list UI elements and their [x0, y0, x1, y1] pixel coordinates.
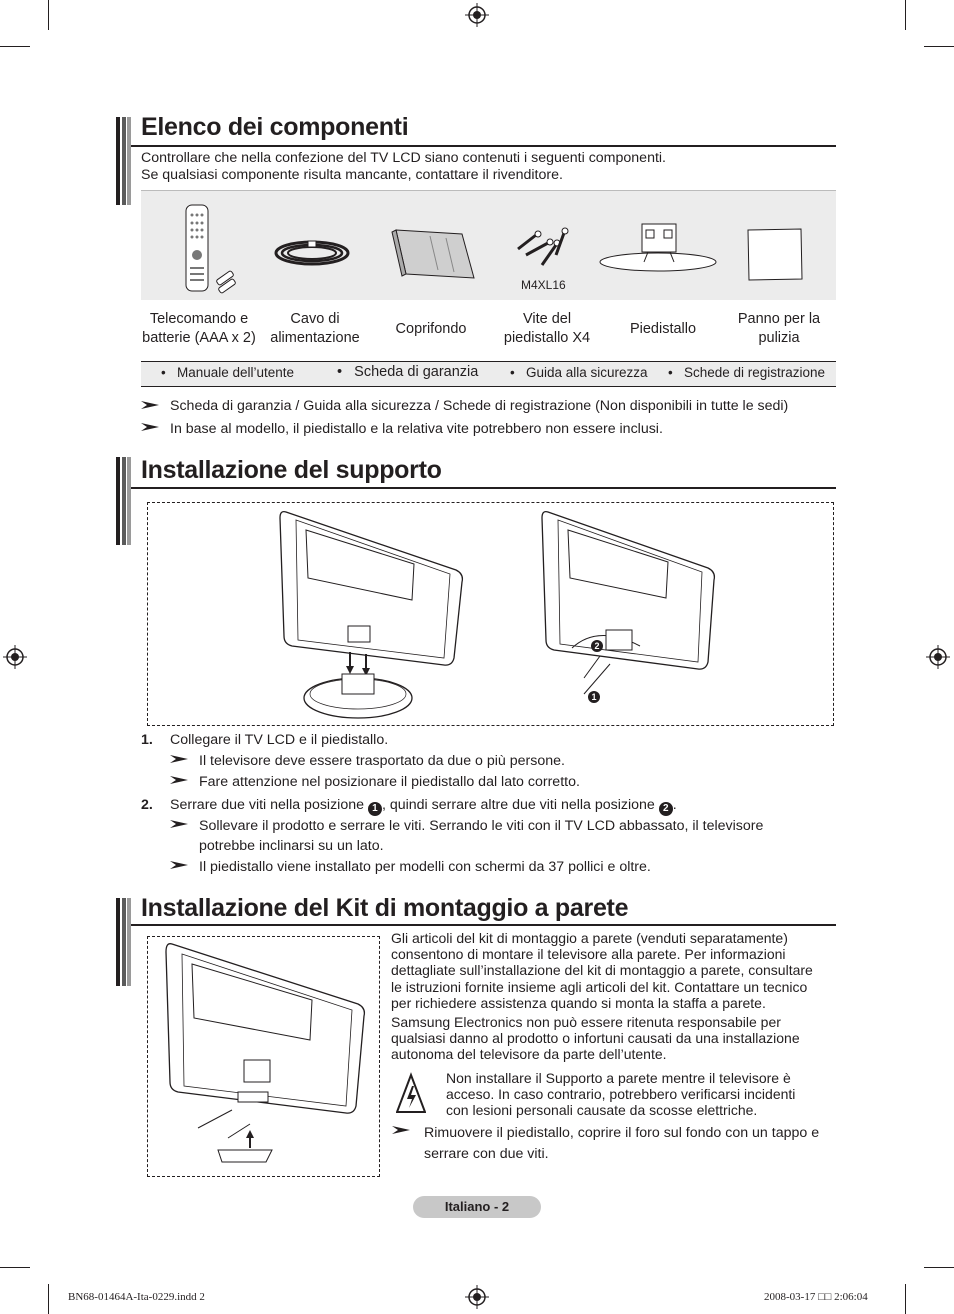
section-title-components: Elenco dei componenti: [141, 113, 409, 141]
components-image-band: [141, 190, 836, 300]
tv-stand-screws-illustration: [540, 508, 720, 708]
note-text: Il piedistallo viene installato per modelli con schermi da 37 pollici e oltre.: [199, 859, 651, 875]
paragraph-line: Samsung Electronics non può essere ritenuta responsabile per: [391, 1014, 781, 1030]
component-label: Vite del piedistallo X4: [503, 311, 591, 346]
note-arrow-icon: [141, 399, 161, 411]
component-label: Coprifondo: [395, 320, 467, 337]
position-marker: 1: [368, 802, 382, 816]
crop-mark: [0, 1267, 30, 1268]
registration-mark-icon: [3, 645, 27, 669]
page-number-badge: Italiano - 2: [413, 1196, 541, 1218]
cleaning-cloth-icon: [745, 227, 805, 283]
section-rule: [131, 487, 836, 489]
intro-text: Controllare che nella confezione del TV LCD siano contenuti i seguenti componenti.: [141, 150, 666, 166]
list-item: • Schede di registrazione: [668, 365, 826, 380]
component-label: Cavo di alimentazione: [270, 311, 360, 346]
paragraph-line: consentono di montare il televisore alla parete. Per informazioni: [391, 946, 786, 963]
paragraph-line: dettagliate sull’installazione del kit di montaggio a parete, consultare: [391, 962, 813, 979]
paragraph-line: per richiedere assistenza quando si monta la staffa a parete.: [391, 994, 766, 1011]
section-rule: [131, 924, 836, 926]
note-text: potrebbe inclinarsi su un lato.: [199, 838, 384, 854]
intro-text: Se qualsiasi componente risulta mancante, contattare il rivenditore.: [141, 167, 563, 183]
note-arrow-icon: [170, 774, 190, 786]
component-label: Telecomando e batterie (AAA x 2): [142, 311, 256, 346]
tv-stand-attach-illustration: [278, 508, 468, 722]
section-title-wall-mount: Installazione del Kit di montaggio a parete: [141, 894, 629, 922]
note-text: Fare attenzione nel posizionare il piedistallo dal lato corretto.: [199, 774, 580, 790]
note-arrow-icon: [170, 753, 190, 765]
list-item: • Manuale dell’utente: [161, 365, 295, 380]
crop-mark: [905, 1284, 906, 1314]
component-label: Panno per la pulizia: [737, 311, 821, 346]
note-text: [424, 1123, 819, 1165]
position-marker: 2: [659, 802, 673, 816]
print-slug-file: BN68-01464A-Ita-0229.indd 2: [68, 1291, 205, 1303]
tv-wall-mount-illustration: [160, 940, 370, 1170]
crop-mark: [48, 0, 49, 30]
position-marker: 2: [591, 640, 603, 652]
registration-mark-icon: [926, 645, 950, 669]
list-item: • Guida alla sicurezza: [510, 365, 648, 380]
note-text: Il televisore deve essere trasportato da due o più persone.: [199, 753, 565, 769]
print-slug-date: 2008-03-17 □□ 2:06:04: [764, 1291, 868, 1303]
section-title-stand: Installazione del supporto: [141, 456, 442, 484]
position-marker: 1: [588, 691, 600, 703]
remote-control-icon: [180, 203, 240, 295]
screws-icon: [512, 225, 572, 271]
paragraph-line: Gli articoli del kit di montaggio a parete (venduti separatamente): [391, 930, 788, 946]
crop-mark: [905, 0, 906, 30]
registration-mark-icon: [465, 3, 489, 27]
paragraph-line: serrare con due viti.: [424, 1146, 549, 1162]
stand-icon: [598, 218, 720, 274]
disclaimer-paragraph: [391, 1014, 800, 1063]
section-marker-bar: [116, 117, 131, 205]
note-arrow-icon: [141, 421, 161, 433]
screw-size-caption: M4XL16: [521, 278, 566, 292]
cover-bottom-icon: [390, 224, 476, 282]
paragraph-line: autonoma del televisore da parte dell’utente.: [391, 1046, 667, 1063]
wall-mount-paragraph: [391, 930, 813, 1011]
paragraph-line: le istruzioni fornite insieme agli articoli del kit. Contattare un tecnico: [391, 978, 808, 995]
power-cord-icon: [270, 235, 354, 271]
note-text: In base al modello, il piedistallo e la relativa vite potrebbero non essere inclusi.: [170, 421, 663, 437]
note-arrow-icon: [170, 818, 190, 830]
step-number: 2.: [141, 797, 153, 813]
paragraph-line: con lesioni personali causate da scosse elettriche.: [446, 1102, 758, 1119]
crop-mark: [924, 46, 954, 47]
step-text: Collegare il TV LCD e il piedistallo.: [170, 732, 389, 748]
stand-figure-box: [147, 502, 834, 726]
paragraph-line: qualsiasi danno al prodotto o infortuni causati da una installazione: [391, 1030, 800, 1047]
section-marker-bar: [116, 898, 131, 986]
note-text: Scheda di garanzia / Guida alla sicurezza / Schede di registrazione (Non disponibili in tutte le sedi): [170, 398, 789, 414]
crop-mark: [924, 1267, 954, 1268]
component-label: Piedistallo: [629, 320, 697, 337]
section-marker-bar: [116, 457, 131, 545]
registration-mark-icon: [465, 1285, 489, 1309]
note-arrow-icon: [170, 859, 190, 871]
crop-mark: [0, 46, 30, 47]
warning-text: [446, 1070, 795, 1119]
extras-row: [141, 361, 836, 387]
paragraph-line: Rimuovere il piedistallo, coprire il foro sul fondo con un tappo e: [424, 1125, 820, 1141]
note-arrow-icon: [392, 1124, 412, 1136]
step-text: Serrare due viti nella posizione 1 , quindi serrare altre due viti nella posizione 2 .: [170, 797, 677, 814]
paragraph-line: acceso. In caso contrario, potrebbero verificarsi incidenti: [446, 1086, 796, 1103]
electric-warning-icon: [396, 1072, 426, 1114]
divider: [141, 190, 836, 191]
crop-mark: [48, 1284, 49, 1314]
list-item: • Scheda di garanzia: [337, 364, 479, 380]
step-number: 1.: [141, 732, 153, 748]
section-rule: [131, 145, 836, 147]
paragraph-line: Non installare il Supporto a parete mentre il televisore è: [446, 1070, 791, 1086]
note-text: Sollevare il prodotto e serrare le viti. Serrando le viti con il TV LCD abbassato, il televisore: [199, 818, 764, 834]
